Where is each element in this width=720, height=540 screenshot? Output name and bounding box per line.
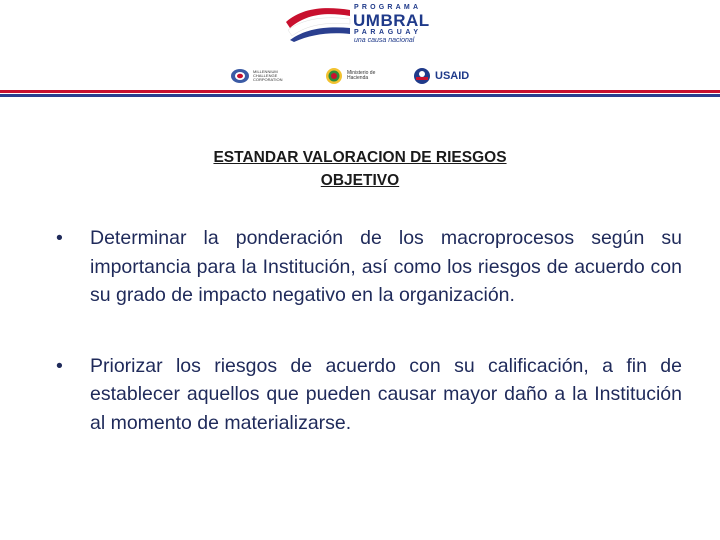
partner-logos xyxy=(230,67,500,87)
bullet-item xyxy=(56,352,682,438)
programa-umbral-logo xyxy=(284,2,454,48)
brand-name: UMBRAL xyxy=(353,11,430,30)
brand-line3: PARAGUAY xyxy=(354,29,422,36)
bullet-text: Determinar la ponderación de los macroprocesos según su importancia para la Institución, así como los riesgos de acuerdo con su grado de impacto negativo en la organización. xyxy=(90,227,682,306)
bullet-text: Priorizar los riesgos de acuerdo con su calificación, a fin de establecer aquellos que pueden causar mayor daño a la Institución al momento de materializarse. xyxy=(90,354,682,434)
partner-name: MILLENNIUM CHALLENGE CORPORATION xyxy=(253,69,283,82)
flag-swoosh-icon xyxy=(284,4,352,42)
bullet-dot: • xyxy=(56,354,63,377)
mcc-seal-icon xyxy=(230,68,250,84)
brand-line1: PROGRAMA xyxy=(354,4,422,11)
partner-logo-usaid xyxy=(412,67,469,85)
paraguay-seal-icon xyxy=(324,67,344,85)
partner-name: USAID xyxy=(435,70,470,82)
partner-name: Ministerio de Hacienda xyxy=(347,70,376,81)
partner-logo-mcc xyxy=(230,67,295,85)
slide-title: ESTANDAR VALORACION DE RIESGOS xyxy=(213,149,507,166)
slide-subtitle: OBJETIVO xyxy=(320,172,400,189)
bullet-dot: • xyxy=(56,227,63,249)
header xyxy=(0,0,720,100)
bullet-item xyxy=(56,224,682,310)
partner-logo-hacienda xyxy=(324,67,381,85)
usaid-seal-icon xyxy=(412,67,432,85)
divider-blue xyxy=(0,94,720,97)
bullet-list xyxy=(56,224,682,437)
divider-red xyxy=(0,90,720,93)
brand-tagline: una causa nacional xyxy=(354,37,415,44)
